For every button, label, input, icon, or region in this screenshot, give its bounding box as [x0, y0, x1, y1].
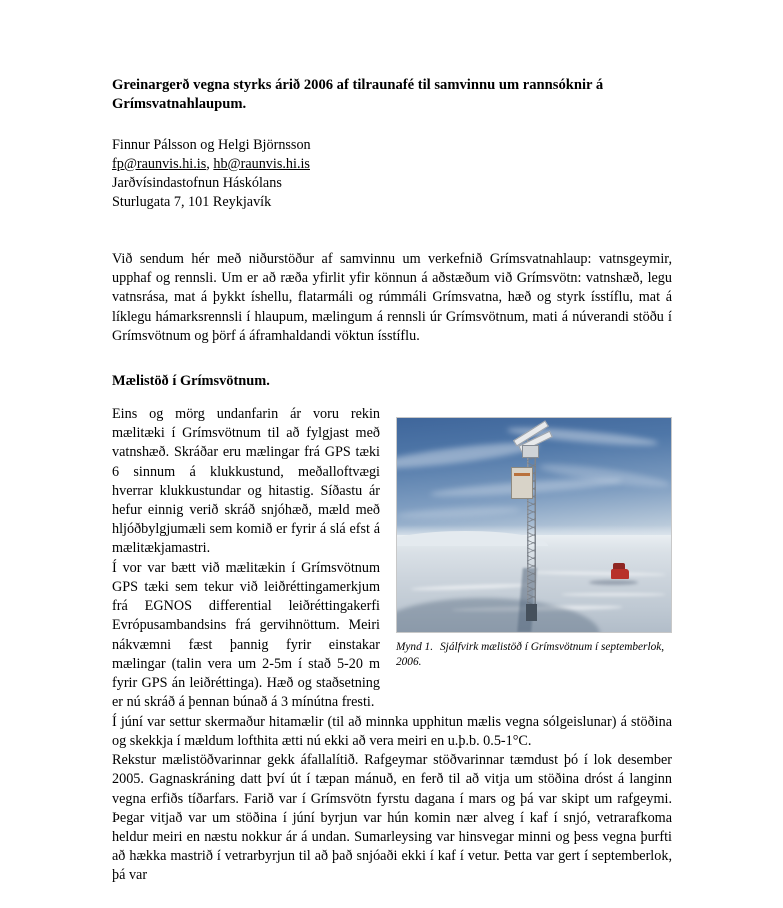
figure-1: [396, 417, 672, 671]
author-emails: [112, 155, 672, 174]
intro-paragraph: Við sendum hér með niðurstöður af samvinnu um verkefnið Grímsvatnahlaup: vatnsgeymir, upphaf og rennsli. Um er að ræða yfirlit yfir könnun á aðstæðum við Grímsvötn: vatnshæð, legu vatnsrása, mat á þykkt íshellu, flatarmáli og rúmmáli Grímsvatna, hæð og styrk ísstíflu, mat á líklegu hámarksrennsli í hlaupum, mælingum á rennsli úr Grímsvötnum, mati á núverandi stöðu í Grímsvötnum og þörf á áframhaldandi vöktun ísstíflu.: [112, 250, 672, 344]
figure-caption-text: Sjálfvirk mælistöð í Grímsvötnum í septemberlok, 2006.: [396, 640, 665, 669]
red-vehicle: [611, 569, 629, 580]
section-paragraph-3: Í júní var settur skermaður hitamælir (til að minnka upphitun mælis vegna sólgeislunar) á stöðina og skekkja í mældum lofthita ætti nú ekki að vera meiri en u.þ.b. 0.5-1°C.: [112, 713, 672, 749]
email-link-secondary[interactable]: hb@raunvis.hi.is: [213, 155, 310, 172]
figure-label: Mynd 1.: [396, 640, 434, 653]
author-names: Finnur Pálsson og Helgi Björnsson: [112, 136, 311, 153]
instrument-box: [511, 467, 534, 499]
section-paragraph-2: Í vor var bætt við mælitækin í Grímsvötnum GPS tæki sem tekur við leiðréttingamerkjum frá EGNOS differential leiðréttingakerfi Evrópusambandsins frá gervihnöttum. Meiri nákvæmni fæst þannig fyrir einstakar mælingar (talin vera um 2-5m í stað 5-20 m fyrir GPS án leiðréttinga). Hæð og staðsetning er nú skráð á þennan búnað á 3 mínútna fresti.: [112, 559, 380, 711]
station-photograph: [396, 417, 672, 633]
author-block: [112, 136, 672, 212]
institution-name: Jarðvísindastofnun Háskólans: [112, 174, 282, 191]
figure-caption: [396, 640, 672, 671]
postal-address: Sturlugata 7, 101 Reykjavík: [112, 193, 272, 210]
sensor-head: [522, 445, 539, 459]
section-paragraph-1: Eins og mörg undanfarin ár voru rekin mælitæki í Grímsvötnum til að fylgjast með vatnshæð. Skráðar eru mælingar frá GPS tæki 6 sinnum á klukkustund, meðalloftvægi hverrar klukkustundar og hitastig. Síðastu ár hefur einnig verið skráð snjóhæð, mæld með hljóðbylgjumæli sem komið er fyrir á slá efst á mælitækjamastri.: [112, 405, 380, 557]
lattice-mast: [527, 437, 536, 610]
section-paragraph-4: Rekstur mælistöðvarinnar gekk áfallalítið. Rafgeymar stöðvarinnar tæmdust þó í lok desember 2005. Gagnaskráning datt því út í tæpan mánuð, en ferð til að vitja um stöðina dróst á langinn vegna erfiðs tíðarfars. Farið var í Grímsvötn fyrstu dagana í mars og þá var skipt um rafgeymi. Þegar vitjað var um stöðina í júní byrjun var hún komin nær alveg í kaf í snjó, vetrarafkoma heldur meiri en næstu nokkur ár á undan. Sumarleysing var hinsvegar minni og þess vegna þurfti að hækka mastrið í vetrarbyrjun til að það snjóaði ekki í kaf í vetur. Þetta var gert í septemberlok, þá var: [112, 752, 672, 884]
page-title: Greinargerð vegna styrks árið 2006 af tilraunafé til samvinnu um rannsóknir á Grímsvatnahlaupum.: [112, 77, 604, 113]
section-heading-measuring-station: Mælistöð í Grímsvötnum.: [112, 373, 270, 390]
page-content: [112, 0, 672, 886]
email-separator: ,: [206, 155, 214, 172]
email-link-primary[interactable]: fp@raunvis.hi.is: [112, 155, 207, 172]
